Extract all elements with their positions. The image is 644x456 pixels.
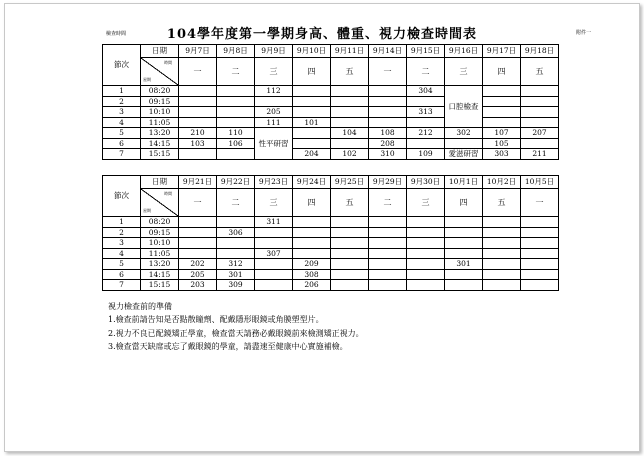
class-cell bbox=[483, 217, 521, 228]
date-header: 9月29日 bbox=[369, 176, 407, 189]
period-number: 4 bbox=[103, 117, 141, 128]
note-cell: 愛滋研習 bbox=[445, 149, 483, 160]
class-cell: 311 bbox=[255, 217, 293, 228]
weekday-header: 五 bbox=[331, 58, 369, 86]
class-cell: 210 bbox=[179, 128, 217, 139]
date-header: 9月17日 bbox=[483, 45, 521, 58]
class-cell bbox=[369, 269, 407, 280]
period-time: 08:20 bbox=[141, 86, 179, 97]
weekday-header: 四 bbox=[445, 189, 483, 217]
period-number: 7 bbox=[103, 280, 141, 291]
class-cell bbox=[179, 107, 217, 118]
class-cell bbox=[331, 107, 369, 118]
class-cell bbox=[331, 269, 369, 280]
class-cell bbox=[255, 280, 293, 291]
class-cell bbox=[521, 86, 559, 97]
date-header: 9月14日 bbox=[369, 45, 407, 58]
period-time: 09:15 bbox=[141, 227, 179, 238]
class-cell bbox=[483, 238, 521, 249]
class-cell bbox=[293, 238, 331, 249]
weekday-header: 二 bbox=[369, 189, 407, 217]
class-cell: 308 bbox=[293, 269, 331, 280]
class-cell bbox=[293, 217, 331, 228]
table-row bbox=[103, 217, 559, 228]
period-number: 4 bbox=[103, 248, 141, 259]
date-header: 9月23日 bbox=[255, 176, 293, 189]
class-cell bbox=[521, 96, 559, 107]
class-cell bbox=[483, 117, 521, 128]
class-cell: 301 bbox=[445, 259, 483, 270]
date-header: 9月7日 bbox=[179, 45, 217, 58]
weekday-header: 五 bbox=[483, 189, 521, 217]
weekday-header: 一 bbox=[521, 189, 559, 217]
class-cell bbox=[293, 227, 331, 238]
weekday-header: 三 bbox=[445, 58, 483, 86]
class-cell bbox=[521, 227, 559, 238]
note-item: 2.視力不良已配鏡矯正學童，檢查當天請務必戴眼鏡前來檢測矯正視力。 bbox=[108, 328, 364, 338]
class-cell: 104 bbox=[331, 128, 369, 139]
note-item: 1.檢查前請告知是否點散瞳劑、配戴隱形眼鏡或角膜塑型片。 bbox=[108, 315, 324, 324]
class-cell: 208 bbox=[369, 138, 407, 149]
class-cell: 312 bbox=[217, 259, 255, 270]
period-number: 3 bbox=[103, 238, 141, 249]
class-cell bbox=[369, 96, 407, 107]
time-label: 時間 bbox=[164, 60, 172, 65]
period-header: 節次 bbox=[103, 176, 141, 217]
weekday-header: 四 bbox=[293, 58, 331, 86]
class-cell bbox=[369, 217, 407, 228]
period-time: 08:20 bbox=[141, 217, 179, 228]
class-cell bbox=[521, 259, 559, 270]
class-cell bbox=[521, 248, 559, 259]
page-title: 104學年度第一學期身高、體重、視力檢查時間表 bbox=[166, 27, 478, 42]
class-cell: 303 bbox=[483, 149, 521, 160]
date-header: 9月15日 bbox=[407, 45, 445, 58]
class-cell bbox=[407, 117, 445, 128]
class-cell bbox=[483, 107, 521, 118]
date-header: 9月10日 bbox=[293, 45, 331, 58]
class-cell bbox=[331, 86, 369, 97]
period-time: 14:15 bbox=[141, 138, 179, 149]
period-time: 13:20 bbox=[141, 128, 179, 139]
class-cell bbox=[293, 107, 331, 118]
corner-note-left: 檢查時間 bbox=[106, 31, 127, 37]
class-cell: 304 bbox=[407, 86, 445, 97]
class-cell: 301 bbox=[217, 269, 255, 280]
table-row bbox=[103, 259, 559, 270]
time-label: 時間 bbox=[164, 191, 172, 196]
class-cell bbox=[407, 227, 445, 238]
period-time: 15:15 bbox=[141, 280, 179, 291]
table-row bbox=[103, 269, 559, 280]
class-cell bbox=[407, 138, 445, 149]
diagonal-header bbox=[141, 58, 178, 85]
class-cell: 209 bbox=[293, 259, 331, 270]
class-cell bbox=[407, 280, 445, 291]
class-cell bbox=[217, 107, 255, 118]
period-number: 2 bbox=[103, 227, 141, 238]
class-cell bbox=[331, 248, 369, 259]
class-cell bbox=[445, 280, 483, 291]
merged-note-cell: 性平研習 bbox=[255, 128, 293, 160]
class-cell: 102 bbox=[331, 149, 369, 160]
date-header: 9月22日 bbox=[217, 176, 255, 189]
class-cell bbox=[369, 227, 407, 238]
class-cell: 110 bbox=[217, 128, 255, 139]
table-row bbox=[103, 128, 559, 139]
class-cell bbox=[483, 227, 521, 238]
period-time: 13:20 bbox=[141, 259, 179, 270]
class-cell: 109 bbox=[407, 149, 445, 160]
class-cell: 107 bbox=[483, 128, 521, 139]
class-cell: 105 bbox=[483, 138, 521, 149]
class-cell bbox=[179, 238, 217, 249]
class-cell bbox=[255, 259, 293, 270]
class-cell bbox=[521, 269, 559, 280]
class-cell bbox=[293, 248, 331, 259]
class-cell bbox=[407, 269, 445, 280]
date-label: 日期 bbox=[141, 45, 179, 58]
period-time: 11:05 bbox=[141, 248, 179, 259]
period-number: 5 bbox=[103, 128, 141, 139]
date-header: 9月21日 bbox=[179, 176, 217, 189]
class-cell bbox=[179, 227, 217, 238]
date-header: 9月16日 bbox=[445, 45, 483, 58]
notes-heading: 視力檢查前的準備 bbox=[108, 302, 172, 311]
class-cell bbox=[331, 217, 369, 228]
class-cell bbox=[293, 138, 331, 149]
table-row bbox=[103, 248, 559, 259]
class-cell bbox=[293, 128, 331, 139]
table-row bbox=[103, 86, 559, 97]
class-cell bbox=[369, 107, 407, 118]
weekday-header: 四 bbox=[483, 58, 521, 86]
weekday-header: 五 bbox=[521, 58, 559, 86]
class-cell: 302 bbox=[445, 128, 483, 139]
weekday-header: 三 bbox=[255, 58, 293, 86]
class-cell bbox=[331, 227, 369, 238]
class-cell bbox=[521, 238, 559, 249]
class-cell bbox=[483, 269, 521, 280]
class-cell: 204 bbox=[293, 149, 331, 160]
class-cell bbox=[521, 280, 559, 291]
class-cell: 309 bbox=[217, 280, 255, 291]
weekday-header: 二 bbox=[217, 58, 255, 86]
table-row bbox=[103, 117, 559, 128]
class-cell bbox=[407, 259, 445, 270]
class-cell bbox=[407, 248, 445, 259]
weekday-header: 五 bbox=[331, 189, 369, 217]
class-cell: 206 bbox=[293, 280, 331, 291]
schedule-table-2 bbox=[102, 175, 559, 291]
class-cell bbox=[483, 86, 521, 97]
weekday-header: 二 bbox=[407, 58, 445, 86]
class-cell bbox=[521, 217, 559, 228]
class-cell bbox=[521, 138, 559, 149]
class-cell: 212 bbox=[407, 128, 445, 139]
weekday-header: 三 bbox=[255, 189, 293, 217]
notes-list bbox=[108, 313, 364, 354]
class-cell bbox=[331, 259, 369, 270]
class-cell bbox=[445, 269, 483, 280]
class-cell bbox=[293, 96, 331, 107]
date-header: 9月9日 bbox=[255, 45, 293, 58]
class-cell: 306 bbox=[217, 227, 255, 238]
weekday-label: 星期 bbox=[143, 208, 151, 213]
period-time: 14:15 bbox=[141, 269, 179, 280]
table-row bbox=[103, 238, 559, 249]
class-cell bbox=[445, 238, 483, 249]
class-cell bbox=[217, 86, 255, 97]
class-cell bbox=[217, 248, 255, 259]
period-time: 15:15 bbox=[141, 149, 179, 160]
period-time: 10:10 bbox=[141, 107, 179, 118]
class-cell bbox=[179, 96, 217, 107]
class-cell bbox=[217, 117, 255, 128]
weekday-header: 一 bbox=[369, 58, 407, 86]
class-cell bbox=[255, 227, 293, 238]
class-cell bbox=[369, 248, 407, 259]
class-cell bbox=[483, 280, 521, 291]
date-header: 9月25日 bbox=[331, 176, 369, 189]
class-cell bbox=[445, 248, 483, 259]
schedule-table-1 bbox=[102, 44, 559, 160]
table-row bbox=[103, 227, 559, 238]
class-cell bbox=[369, 259, 407, 270]
period-number: 3 bbox=[103, 107, 141, 118]
date-header: 10月1日 bbox=[445, 176, 483, 189]
class-cell: 205 bbox=[179, 269, 217, 280]
class-cell bbox=[407, 217, 445, 228]
period-number: 6 bbox=[103, 138, 141, 149]
period-number: 1 bbox=[103, 86, 141, 97]
class-cell bbox=[217, 238, 255, 249]
class-cell: 310 bbox=[369, 149, 407, 160]
date-header: 9月30日 bbox=[407, 176, 445, 189]
class-cell: 108 bbox=[369, 128, 407, 139]
class-cell bbox=[407, 96, 445, 107]
class-cell bbox=[179, 248, 217, 259]
class-cell bbox=[255, 269, 293, 280]
class-cell bbox=[255, 238, 293, 249]
weekday-header: 一 bbox=[179, 58, 217, 86]
table-row bbox=[103, 96, 559, 107]
time-weekday-header bbox=[141, 189, 179, 217]
document-page bbox=[4, 3, 640, 452]
class-cell bbox=[331, 96, 369, 107]
date-header: 9月18日 bbox=[521, 45, 559, 58]
class-cell: 203 bbox=[179, 280, 217, 291]
class-cell bbox=[179, 149, 217, 160]
weekday-header: 四 bbox=[293, 189, 331, 217]
period-number: 5 bbox=[103, 259, 141, 270]
period-time: 11:05 bbox=[141, 117, 179, 128]
class-cell: 313 bbox=[407, 107, 445, 118]
class-cell bbox=[179, 117, 217, 128]
period-time: 10:10 bbox=[141, 238, 179, 249]
period-number: 1 bbox=[103, 217, 141, 228]
date-label: 日期 bbox=[141, 176, 179, 189]
class-cell bbox=[369, 117, 407, 128]
table-row bbox=[103, 138, 559, 149]
class-cell: 205 bbox=[255, 107, 293, 118]
class-cell bbox=[331, 138, 369, 149]
period-number: 7 bbox=[103, 149, 141, 160]
class-cell bbox=[217, 149, 255, 160]
class-cell bbox=[179, 86, 217, 97]
date-header: 9月8日 bbox=[217, 45, 255, 58]
date-header: 9月24日 bbox=[293, 176, 331, 189]
class-cell: 111 bbox=[255, 117, 293, 128]
class-cell bbox=[521, 107, 559, 118]
merged-note-cell: 口腔檢查 bbox=[445, 86, 483, 128]
table-row bbox=[103, 149, 559, 160]
class-cell: 207 bbox=[521, 128, 559, 139]
class-cell bbox=[369, 238, 407, 249]
date-header: 10月5日 bbox=[521, 176, 559, 189]
attachment-label: 附件一 bbox=[576, 30, 592, 36]
weekday-label: 星期 bbox=[143, 77, 151, 82]
class-cell bbox=[331, 238, 369, 249]
class-cell bbox=[179, 217, 217, 228]
class-cell bbox=[255, 96, 293, 107]
class-cell bbox=[483, 259, 521, 270]
class-cell bbox=[521, 117, 559, 128]
class-cell: 112 bbox=[255, 86, 293, 97]
period-number: 6 bbox=[103, 269, 141, 280]
weekday-header: 一 bbox=[179, 189, 217, 217]
class-cell bbox=[331, 117, 369, 128]
weekday-header: 二 bbox=[217, 189, 255, 217]
class-cell bbox=[369, 280, 407, 291]
note-item: 3.檢查當天缺席或忘了戴眼鏡的學童，請盡速至健康中心實施補檢。 bbox=[108, 342, 348, 351]
class-cell bbox=[217, 96, 255, 107]
diagonal-header bbox=[141, 189, 178, 216]
time-weekday-header bbox=[141, 58, 179, 86]
class-cell bbox=[293, 86, 331, 97]
date-header: 10月2日 bbox=[483, 176, 521, 189]
class-cell bbox=[445, 138, 483, 149]
class-cell: 307 bbox=[255, 248, 293, 259]
class-cell: 211 bbox=[521, 149, 559, 160]
table-row bbox=[103, 280, 559, 291]
class-cell bbox=[445, 217, 483, 228]
date-header: 9月11日 bbox=[331, 45, 369, 58]
class-cell bbox=[217, 217, 255, 228]
period-header: 節次 bbox=[103, 45, 141, 86]
class-cell: 202 bbox=[179, 259, 217, 270]
table-row bbox=[103, 107, 559, 118]
weekday-header: 三 bbox=[407, 189, 445, 217]
class-cell bbox=[407, 238, 445, 249]
class-cell bbox=[331, 280, 369, 291]
period-time: 09:15 bbox=[141, 96, 179, 107]
period-number: 2 bbox=[103, 96, 141, 107]
class-cell bbox=[483, 248, 521, 259]
class-cell: 101 bbox=[293, 117, 331, 128]
class-cell bbox=[483, 96, 521, 107]
class-cell: 103 bbox=[179, 138, 217, 149]
class-cell bbox=[369, 86, 407, 97]
class-cell bbox=[445, 227, 483, 238]
class-cell: 106 bbox=[217, 138, 255, 149]
